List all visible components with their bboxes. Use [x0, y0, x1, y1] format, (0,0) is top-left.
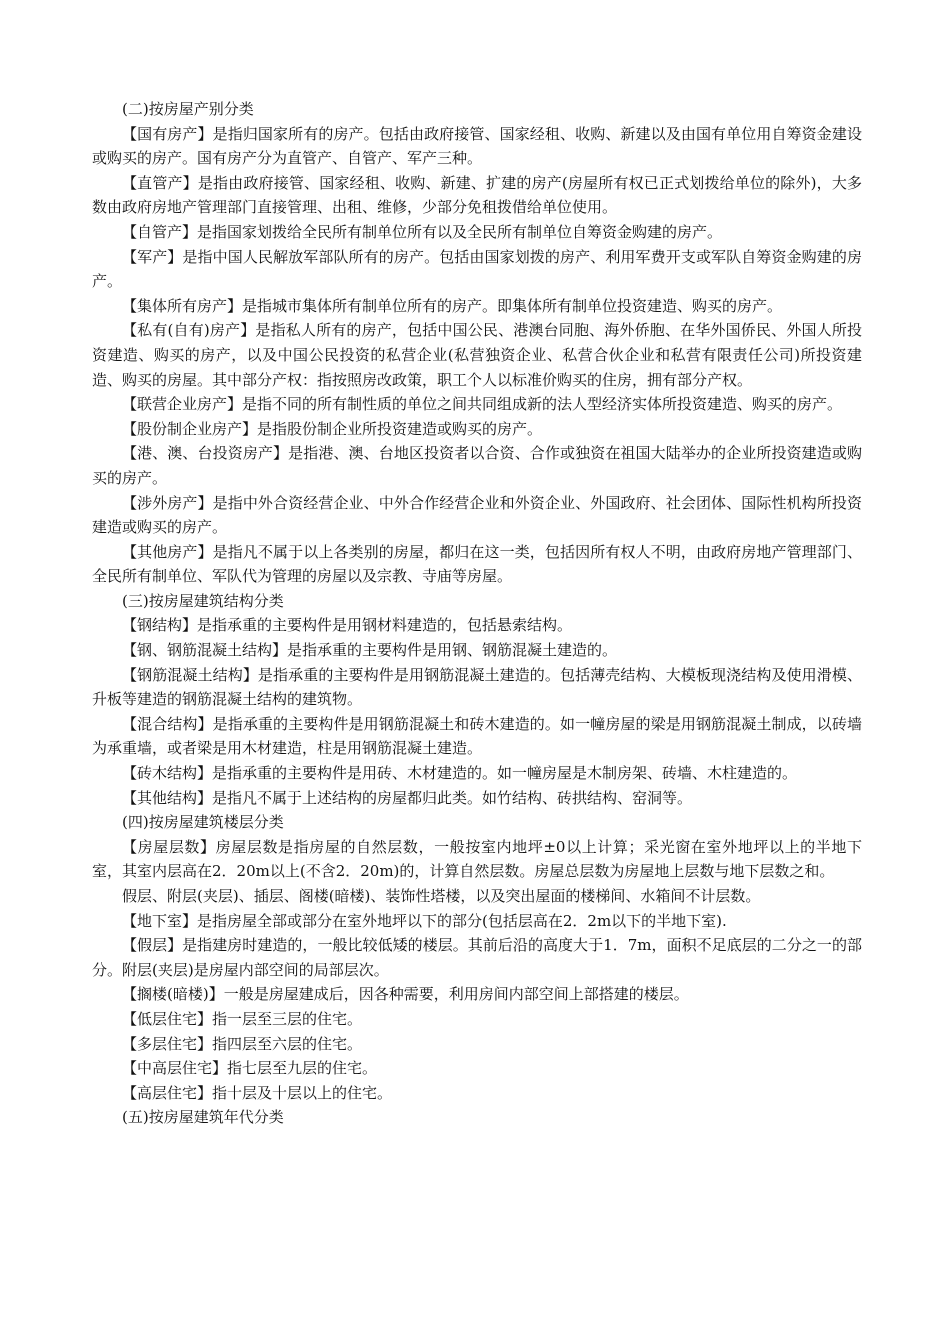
paragraph: 【钢、钢筋混凝土结构】是指承重的主要构件是用钢、钢筋混凝土建造的。	[122, 641, 618, 660]
paragraph: 【搁楼(暗楼)】一般是房屋建成后，因各种需要，利用房间内部空间上部搭建的楼层。	[122, 985, 689, 1004]
paragraph: 【钢筋混凝土结构】是指承重的主要构件是用钢筋混凝土建造的。包括薄壳结构、大模板现浇结构及使用滑模、升板等建造的钢筋混凝土结构的建筑物。	[92, 665, 862, 709]
paragraph: 【其他结构】是指凡不属于上述结构的房屋都归此类。如竹结构、砖拱结构、窑洞等。	[122, 788, 693, 807]
paragraph: 【涉外房产】是指中外合资经营企业、中外合作经营企业和外资企业、外国政府、社会团体、国际性机构所投资建造或购买的房产。	[92, 493, 862, 537]
section-heading: (四)按房屋建筑楼层分类	[122, 813, 284, 832]
paragraph: 【中高层住宅】指七层至九层的住宅。	[122, 1059, 378, 1078]
paragraph: 【其他房产】是指凡不属于以上各类别的房屋，都归在这一类，包括因所有权人不明，由政府房地产管理部门、全民所有制单位、军队代为管理的房屋以及宗教、寺庙等房屋。	[92, 542, 862, 586]
section-heading: (三)按房屋建筑结构分类	[122, 591, 284, 610]
paragraph: 【直管产】是指由政府接管、国家经租、收购、新建、扩建的房产(房屋所有权已正式划拨给单位的除外)，大多数由政府房地产管理部门直接管理、出租、维修，少部分免租拨借给单位使用。	[92, 173, 862, 217]
paragraph: 【自管产】是指国家划拨给全民所有制单位所有以及全民所有制单位自筹资金购建的房产。	[122, 222, 723, 241]
paragraph: 【联营企业房产】是指不同的所有制性质的单位之间共同组成新的法人型经济实体所投资建造、购买的房产。	[122, 395, 843, 414]
paragraph: 【假层】是指建房时建造的，一般比较低矮的楼层。其前后沿的高度大于1．7m，面积不足底层的二分之一的部分。附层(夹层)是房屋内部空间的局部层次。	[92, 936, 862, 979]
section-heading: (二)按房屋产别分类	[122, 100, 254, 118]
paragraph: 【港、澳、台投资房产】是指港、澳、台地区投资者以合资、合作或独资在祖国大陆举办的企业所投资建造或购买的房产。	[92, 444, 862, 487]
paragraph: 【集体所有房产】是指城市集体所有制单位所有的房产。即集体所有制单位投资建造、购买的房产。	[122, 296, 783, 315]
paragraph: 【私有(自有)房产】是指私人所有的房产，包括中国公民、港澳台同胞、海外侨胞、在华外国侨民、外国人所投资建造、购买的房产，以及中国公民投资的私营企业(私营独资企业、私营合伙企业和私营有限责任公司)所投资建造、购买的房屋。其中部分产权：指按照房改政策，职工个人以标准价购买的住房，拥有部分产权。	[92, 321, 862, 389]
document-body	[92, 97, 862, 1130]
paragraph: 【股份制企业房产】是指股份制企业所投资建造或购买的房产。	[122, 419, 543, 438]
paragraph: 【高层住宅】指十层及十层以上的住宅。	[122, 1083, 393, 1102]
paragraph: 【钢结构】是指承重的主要构件是用钢材料建造的，包括悬索结构。	[122, 616, 573, 635]
paragraph: 【混合结构】是指承重的主要构件是用钢筋混凝土和砖木建造的。如一幢房屋的梁是用钢筋混凝土制成，以砖墙为承重墙，或者梁是用木材建造，柱是用钢筋混凝土建造。	[92, 714, 862, 758]
paragraph: 【国有房产】是指归国家所有的房产。包括由政府接管、国家经租、收购、新建以及由国有单位用自筹资金建设或购买的房产。国有房产分为直管产、自管产、军产三种。	[92, 124, 862, 168]
paragraph: 【军产】是指中国人民解放军部队所有的房产。包括由国家划拨的房产、利用军费开支或军队自筹资金购建的房产。	[92, 247, 862, 291]
paragraph: 【砖木结构】是指承重的主要构件是用砖、木材建造的。如一幢房屋是木制房架、砖墙、木柱建造的。	[122, 764, 798, 783]
paragraph: 【低层住宅】指一层至三层的住宅。	[122, 1009, 363, 1028]
paragraph: 假层、附层(夹层)、插层、阁楼(暗楼)、装饰性塔楼，以及突出屋面的楼梯间、水箱间不计层数。	[122, 887, 761, 905]
section-heading: (五)按房屋建筑年代分类	[122, 1108, 284, 1127]
paragraph: 【地下室】是指房屋全部或部分在室外地坪以下的部分(包括层高在2．2m以下的半地下室).	[122, 911, 727, 930]
paragraph: 【房屋层数】房屋层数是指房屋的自然层数，一般按室内地坪±0以上计算；采光窗在室外地坪以上的半地下室，其室内层高在2．20m以上(不含2．20m)的，计算自然层数。房屋总层数为房屋地上层数与地下层数之和。	[92, 837, 862, 881]
paragraph: 【多层住宅】指四层至六层的住宅。	[122, 1034, 363, 1053]
